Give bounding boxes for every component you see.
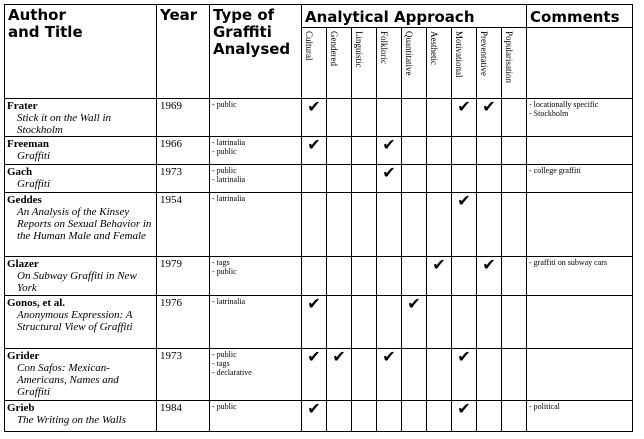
check-mark-icon: ✔ — [482, 256, 496, 274]
check-mark-icon: ✔ — [457, 400, 471, 418]
approach-cell-motivational — [452, 193, 477, 257]
approach-cell-cultural — [302, 296, 327, 349]
check-mark-icon: ✔ — [332, 348, 346, 366]
comments-cell — [527, 165, 633, 193]
table-row — [5, 193, 633, 257]
work-title: Graffiti — [17, 178, 51, 190]
approach-cell-cultural — [302, 257, 327, 296]
table-row — [5, 165, 633, 193]
approach-cell-gendered — [327, 137, 352, 165]
approach-col-gendered: Gendered — [327, 28, 352, 99]
graffiti-type-item: - tags — [212, 258, 230, 267]
author-name: Gonos, et al. — [7, 297, 66, 309]
approach-cell-cultural — [302, 401, 327, 432]
author-name: Freeman — [7, 138, 49, 150]
approach-cell-preventative — [477, 349, 502, 401]
comment-item: - college graffiti — [529, 166, 581, 175]
year-cell: 1969 — [157, 99, 210, 137]
year-header: Year — [157, 5, 210, 99]
approach-cell-preventative — [477, 257, 502, 296]
approach-cell-popularisation — [502, 401, 527, 432]
comments-cell — [527, 257, 633, 296]
table-row — [5, 257, 633, 296]
comments-subheader — [527, 28, 633, 99]
approach-cell-quantitative — [402, 165, 427, 193]
approach-cell-cultural — [302, 349, 327, 401]
check-mark-icon: ✔ — [307, 295, 321, 313]
approach-cell-linguistic — [352, 257, 377, 296]
author-title-cell — [5, 296, 157, 349]
approach-cell-preventative — [477, 401, 502, 432]
approach-col-folkloric: Folkloric — [377, 28, 402, 99]
graffiti-type-cell — [210, 401, 302, 432]
check-mark-icon: ✔ — [407, 295, 421, 313]
author-name: Geddes — [7, 194, 42, 206]
approach-cell-linguistic — [352, 165, 377, 193]
approach-cell-preventative — [477, 193, 502, 257]
comment-item: - locationally specific — [529, 100, 599, 109]
approach-col-motivational: Motivational — [452, 28, 477, 99]
work-title: Stick it on the Wall in Stockholm — [17, 112, 111, 136]
approach-cell-popularisation — [502, 296, 527, 349]
graffiti-type-cell — [210, 296, 302, 349]
approach-cell-gendered — [327, 99, 352, 137]
work-title: Graffiti — [17, 150, 51, 162]
author-title-cell — [5, 401, 157, 432]
approach-cell-folkloric — [377, 257, 402, 296]
check-mark-icon: ✔ — [307, 348, 321, 366]
approach-cell-preventative — [477, 296, 502, 349]
approach-cell-linguistic — [352, 349, 377, 401]
check-mark-icon: ✔ — [382, 348, 396, 366]
approach-cell-motivational — [452, 401, 477, 432]
approach-cell-folkloric — [377, 137, 402, 165]
approach-col-cultural: Cultural — [302, 28, 327, 99]
approach-cell-gendered — [327, 257, 352, 296]
author-title-cell — [5, 257, 157, 296]
table-row — [5, 401, 633, 432]
check-mark-icon: ✔ — [307, 136, 321, 154]
approach-cell-cultural — [302, 99, 327, 137]
year-cell: 1966 — [157, 137, 210, 165]
approach-cell-motivational — [452, 99, 477, 137]
graffiti-type-item: - public — [212, 100, 237, 109]
graffiti-type-cell — [210, 257, 302, 296]
check-mark-icon: ✔ — [382, 164, 396, 182]
type-header-line-1: Type of — [213, 6, 275, 24]
approach-cell-linguistic — [352, 137, 377, 165]
author-name: Frater — [7, 100, 38, 112]
author-title-cell — [5, 165, 157, 193]
comments-header: Comments — [527, 5, 633, 28]
approach-cell-linguistic — [352, 401, 377, 432]
approach-cell-cultural — [302, 165, 327, 193]
comments-cell — [527, 99, 633, 137]
comment-item: - political — [529, 402, 560, 411]
approach-cell-popularisation — [502, 165, 527, 193]
year-cell: 1973 — [157, 349, 210, 401]
graffiti-type-item: - latrinalia — [212, 194, 246, 203]
check-mark-icon: ✔ — [307, 98, 321, 116]
approach-cell-gendered — [327, 193, 352, 257]
approach-cell-aesthetic — [427, 296, 452, 349]
table-row — [5, 296, 633, 349]
approach-cell-quantitative — [402, 401, 427, 432]
approach-cell-gendered — [327, 165, 352, 193]
year-cell: 1976 — [157, 296, 210, 349]
author-name: Grieb — [7, 402, 35, 414]
approach-cell-preventative — [477, 165, 502, 193]
approach-cell-popularisation — [502, 349, 527, 401]
check-mark-icon: ✔ — [307, 400, 321, 418]
comments-cell — [527, 349, 633, 401]
check-mark-icon: ✔ — [482, 98, 496, 116]
approach-cell-aesthetic — [427, 401, 452, 432]
work-title: The Writing on the Walls — [17, 414, 126, 426]
approach-cell-preventative — [477, 99, 502, 137]
table-row — [5, 99, 633, 137]
approach-cell-motivational — [452, 137, 477, 165]
approach-cell-aesthetic — [427, 99, 452, 137]
approach-header: Analytical Approach — [302, 5, 527, 28]
check-mark-icon: ✔ — [457, 192, 471, 210]
check-mark-icon: ✔ — [382, 136, 396, 154]
approach-cell-motivational — [452, 296, 477, 349]
approach-cell-aesthetic — [427, 257, 452, 296]
approach-cell-linguistic — [352, 193, 377, 257]
graffiti-type-cell — [210, 99, 302, 137]
approach-cell-aesthetic — [427, 349, 452, 401]
approach-col-preventative: Preventative — [477, 28, 502, 99]
author-name: Grider — [7, 350, 40, 362]
approach-cell-popularisation — [502, 137, 527, 165]
year-cell: 1979 — [157, 257, 210, 296]
approach-cell-gendered — [327, 401, 352, 432]
table-body — [5, 99, 633, 432]
type-header-line-3: Analysed — [213, 40, 291, 58]
work-title: Anonymous Expression: A Structural View of Graffiti — [17, 309, 133, 333]
approach-cell-cultural — [302, 137, 327, 165]
approach-cell-quantitative — [402, 193, 427, 257]
approach-col-aesthetic: Aesthetic — [427, 28, 452, 99]
check-mark-icon: ✔ — [432, 256, 446, 274]
comment-item: - Stockholm — [529, 109, 569, 118]
graffiti-type-item: - public — [212, 402, 237, 411]
approach-col-quantitative: Quantitative — [402, 28, 427, 99]
approach-cell-quantitative — [402, 257, 427, 296]
author-name: Glazer — [7, 258, 39, 270]
author-title-cell — [5, 137, 157, 165]
comments-cell — [527, 137, 633, 165]
approach-cell-motivational — [452, 349, 477, 401]
graffiti-type-item: - latrinalia — [212, 138, 246, 147]
approach-cell-folkloric — [377, 401, 402, 432]
year-cell: 1973 — [157, 165, 210, 193]
comments-cell — [527, 296, 633, 349]
comments-cell — [527, 401, 633, 432]
approach-cell-quantitative — [402, 349, 427, 401]
graffiti-type-cell — [210, 137, 302, 165]
check-mark-icon: ✔ — [457, 98, 471, 116]
author-title-header — [5, 5, 157, 99]
approach-cell-folkloric — [377, 99, 402, 137]
approach-cell-aesthetic — [427, 193, 452, 257]
graffiti-type-item: - latrinalia — [212, 175, 246, 184]
approach-cell-quantitative — [402, 296, 427, 349]
approach-cell-popularisation — [502, 193, 527, 257]
approach-cell-quantitative — [402, 99, 427, 137]
approach-cell-motivational — [452, 165, 477, 193]
approach-cell-gendered — [327, 296, 352, 349]
graffiti-type-item: - tags — [212, 359, 230, 368]
graffiti-type-item: - public — [212, 350, 237, 359]
approach-col-linguistic: Linguistic — [352, 28, 377, 99]
approach-cell-folkloric — [377, 296, 402, 349]
work-title: On Subway Graffiti in New York — [17, 270, 137, 294]
approach-cell-quantitative — [402, 137, 427, 165]
author-title-cell — [5, 349, 157, 401]
approach-cell-aesthetic — [427, 165, 452, 193]
year-cell: 1954 — [157, 193, 210, 257]
approach-cell-gendered — [327, 349, 352, 401]
graffiti-type-item: - public — [212, 166, 237, 175]
approach-cell-aesthetic — [427, 137, 452, 165]
approach-cell-folkloric — [377, 193, 402, 257]
approach-cell-linguistic — [352, 99, 377, 137]
table-row — [5, 137, 633, 165]
check-mark-icon: ✔ — [457, 348, 471, 366]
work-title: Con Safos: Mexican-Americans, Names and Graffiti — [17, 362, 119, 398]
author-header-line-1: Author — [8, 6, 66, 24]
approach-cell-folkloric — [377, 349, 402, 401]
author-title-cell — [5, 193, 157, 257]
graffiti-type-cell — [210, 165, 302, 193]
type-header-line-2: Graffiti — [213, 23, 272, 41]
approach-cell-motivational — [452, 257, 477, 296]
author-title-cell — [5, 99, 157, 137]
approach-cell-linguistic — [352, 296, 377, 349]
graffiti-type-cell — [210, 349, 302, 401]
approach-cell-popularisation — [502, 257, 527, 296]
graffiti-type-cell — [210, 193, 302, 257]
graffiti-type-item: - latrinalia — [212, 297, 246, 306]
author-name: Gach — [7, 166, 33, 178]
work-title: An Analysis of the Kinsey Reports on Sexual Behavior in the Human Male and Female — [17, 206, 152, 242]
approach-cell-preventative — [477, 137, 502, 165]
author-header-line-2: and Title — [8, 23, 83, 41]
graffiti-type-item: - public — [212, 267, 237, 276]
approach-col-popularisation: Popularisation — [502, 28, 527, 99]
graffiti-type-item: - public — [212, 147, 237, 156]
approach-cell-folkloric — [377, 165, 402, 193]
table-row — [5, 349, 633, 401]
graffiti-type-item: - declarative — [212, 368, 252, 377]
type-header — [210, 5, 302, 99]
graffiti-literature-table — [4, 4, 633, 432]
approach-cell-cultural — [302, 193, 327, 257]
approach-cell-popularisation — [502, 99, 527, 137]
comment-item: - graffiti on subway cars — [529, 258, 608, 267]
comments-cell — [527, 193, 633, 257]
year-cell: 1984 — [157, 401, 210, 432]
